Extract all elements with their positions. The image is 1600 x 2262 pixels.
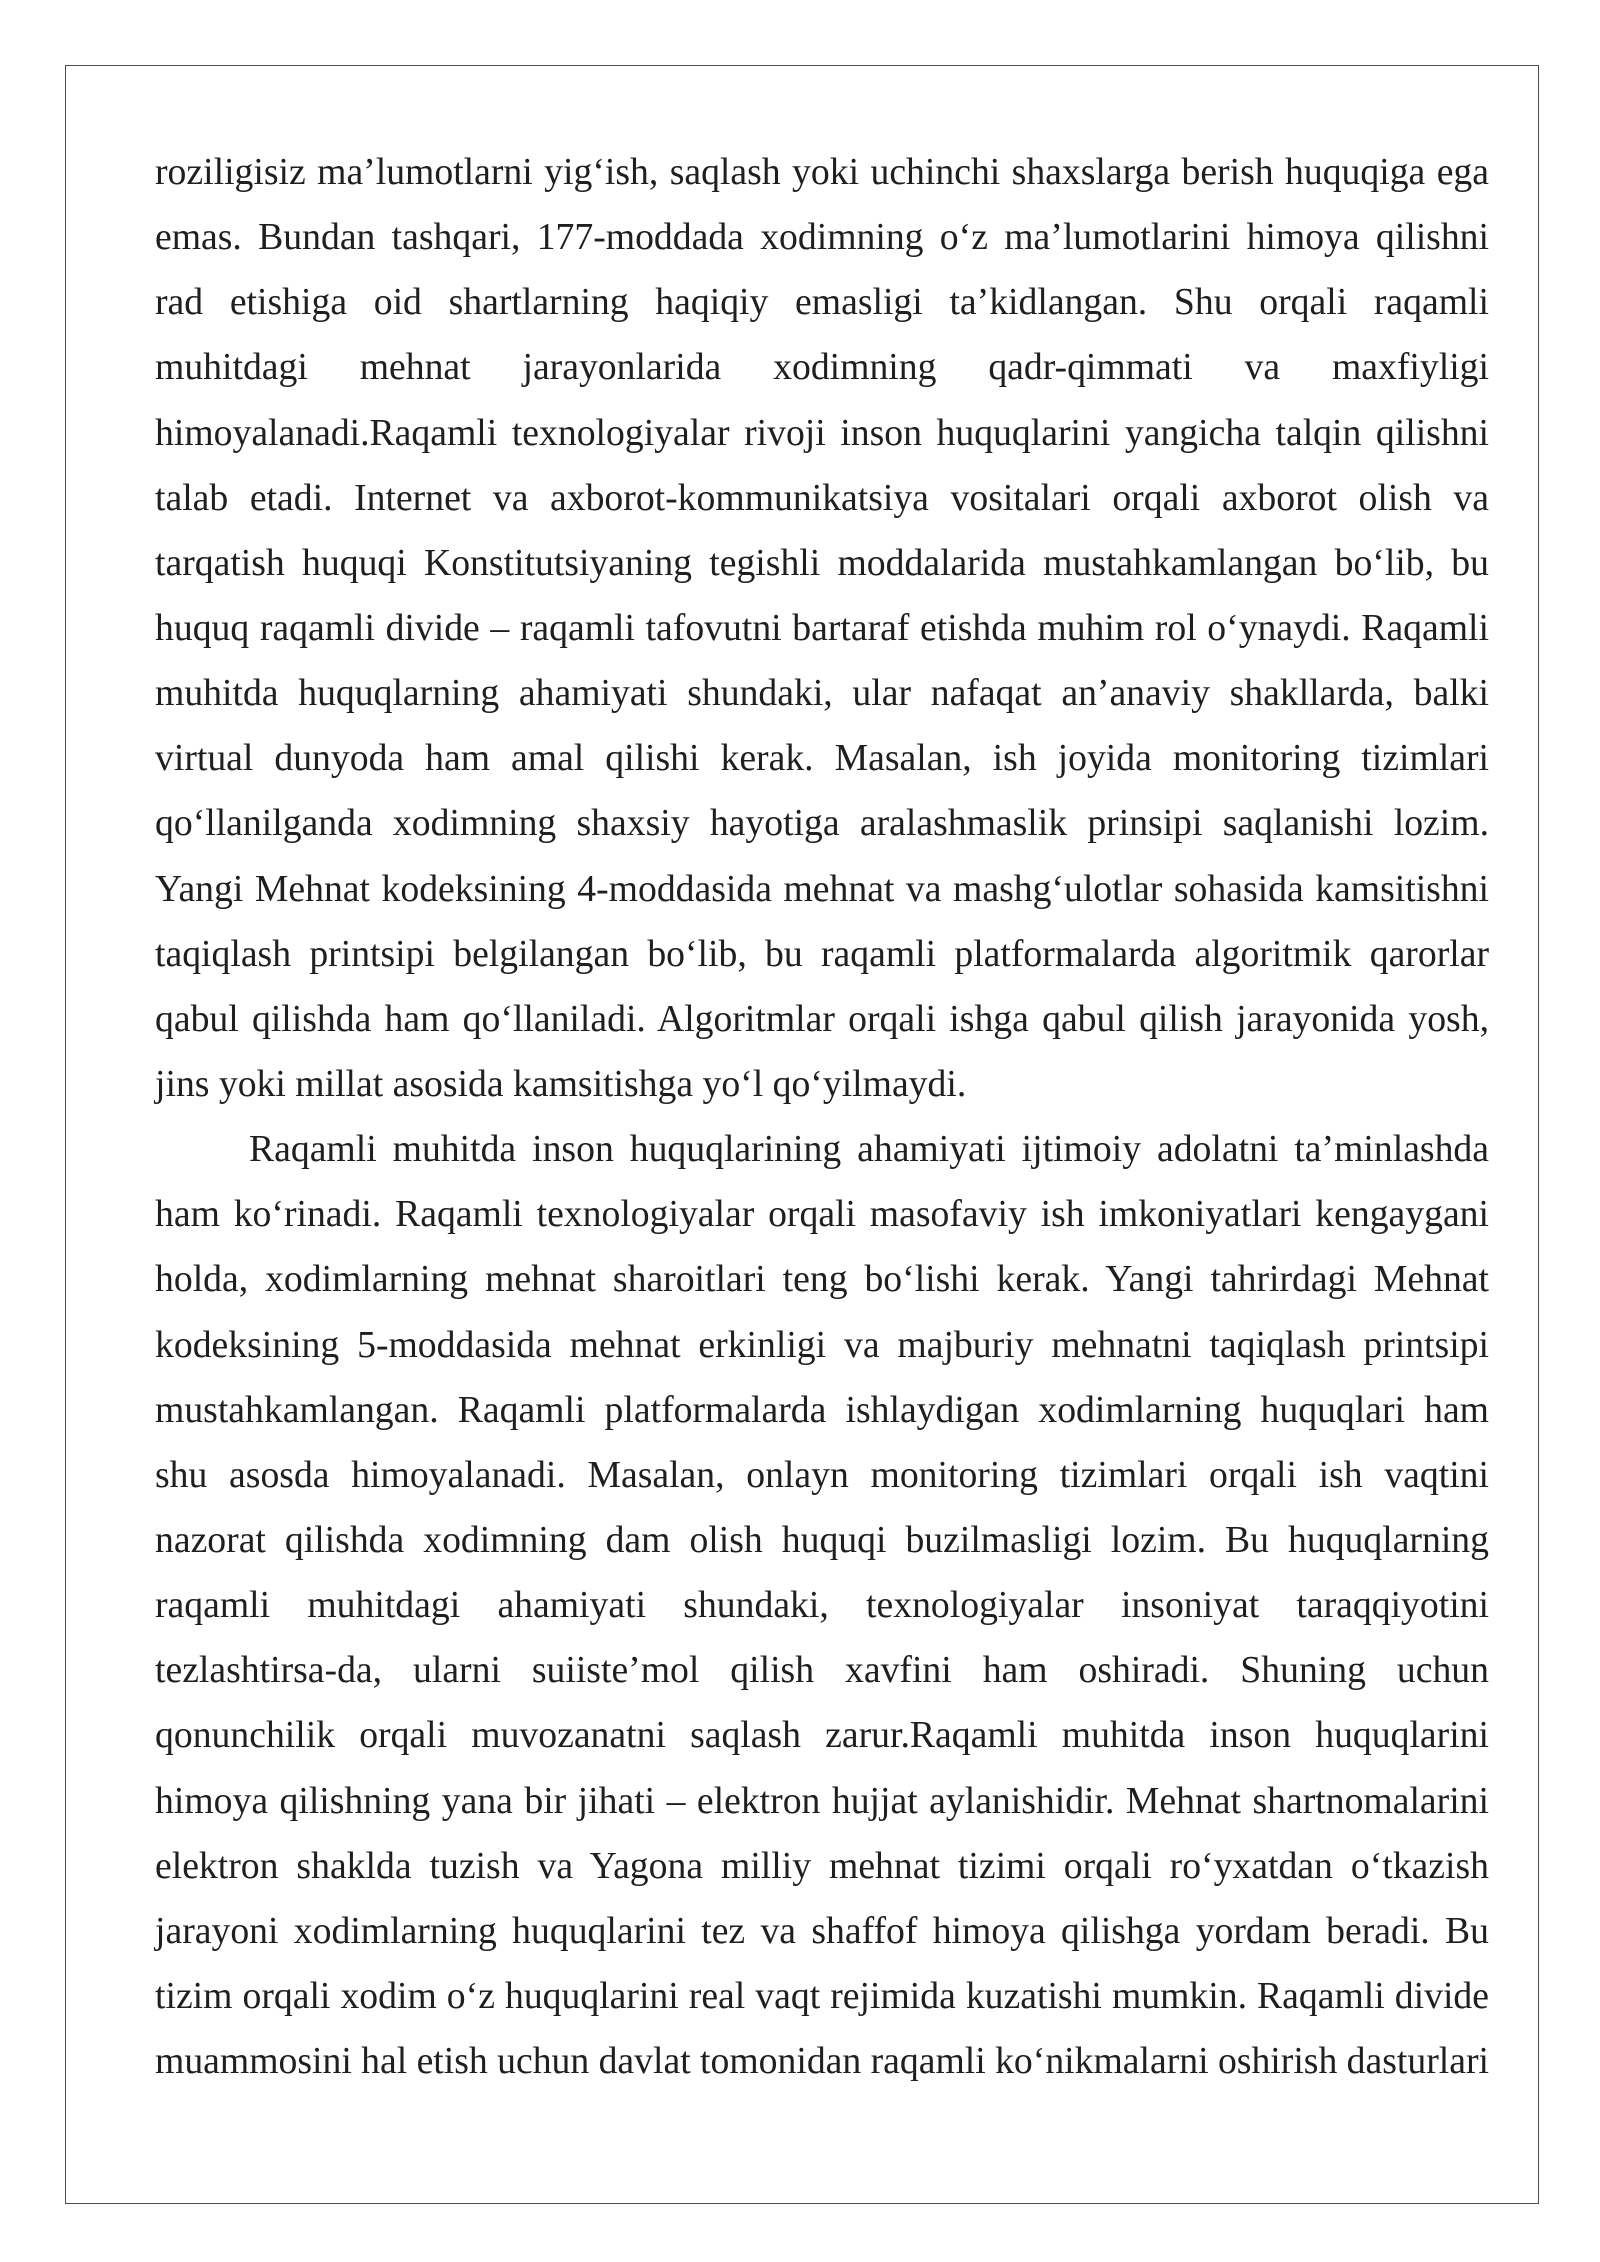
text-line-content: jarayoni xodimlarning huquqlarini tez va shaffof himoya qilishga yordam beradi. Bu <box>155 1909 1489 1952</box>
text-line-content: jins yoki millat asosida kamsitishga yo‘l qo‘yilmaydi. <box>155 1062 967 1105</box>
text-line-content: virtual dunyoda ham amal qilishi kerak. Masalan, ish joyida monitoring tizimlari <box>155 737 1489 780</box>
text-line <box>155 531 1489 596</box>
text-line-content: tarqatish huquqi Konstitutsiyaning tegishli moddalarida mustahkamlangan bo‘lib, bu <box>155 541 1489 584</box>
text-line <box>155 1769 1489 1834</box>
text-line-content: taqiqlash printsipi belgilangan bo‘lib, bu raqamli platformalarda algoritmik qarorlar <box>155 932 1489 975</box>
text-line <box>155 791 1489 856</box>
text-line <box>155 1899 1489 1964</box>
text-line <box>155 1247 1489 1312</box>
document-text <box>155 140 1489 2094</box>
text-line <box>155 726 1489 791</box>
text-line-content: raqamli muhitdagi ahamiyati shundaki, texnologiyalar insoniyat taraqqiyotini <box>155 1584 1489 1627</box>
text-line <box>155 857 1489 922</box>
text-line-content: Yangi Mehnat kodeksining 4-moddasida mehnat va mashg‘ulotlar sohasida kamsitishni <box>155 867 1489 910</box>
text-line <box>155 1964 1489 2029</box>
text-line-content: qonunchilik orqali muvozanatni saqlash zarur.Raqamli muhitda inson huquqlarini <box>155 1714 1489 1757</box>
text-line <box>155 1052 1489 1117</box>
text-line-content: ham ko‘rinadi. Raqamli texnologiyalar orqali masofaviy ish imkoniyatlari kengaygani <box>155 1193 1489 1236</box>
text-line <box>155 1703 1489 1768</box>
text-line <box>155 205 1489 270</box>
text-line <box>155 2029 1489 2094</box>
text-line-content: tezlashtirsa-da, ularni suiiste’mol qilish xavfini ham oshiradi. Shuning uchun <box>155 1649 1489 1692</box>
text-line-content: emas. Bundan tashqari, 177-moddada xodimning o‘z ma’lumotlarini himoya qilishni <box>155 216 1489 259</box>
text-line-content: kodeksining 5-moddasida mehnat erkinligi va majburiy mehnatni taqiqlash printsipi <box>155 1323 1489 1366</box>
text-line-content: qo‘llanilganda xodimning shaxsiy hayotiga aralashmaslik prinsipi saqlanishi lozim. <box>155 802 1489 845</box>
text-line <box>155 922 1489 987</box>
text-line-content: roziligisiz ma’lumotlarni yig‘ish, saqlash yoki uchinchi shaxslarga berish huquqiga ega <box>155 151 1489 193</box>
text-line-content: himoya qilishning yana bir jihati – elektron hujjat aylanishidir. Mehnat shartnomalarini <box>155 1779 1489 1822</box>
text-line-content: mustahkamlangan. Raqamli platformalarda ishlaydigan xodimlarning huquqlari ham <box>155 1388 1489 1431</box>
text-line <box>155 1378 1489 1443</box>
text-line-content: tizim orqali xodim o‘z huquqlarini real vaqt rejimida kuzatishi mumkin. Raqamli divide <box>155 1974 1489 2017</box>
text-line-content: Raqamli muhitda inson huquqlarining ahamiyati ijtimoiy adolatni ta’minlashda <box>249 1128 1489 1171</box>
text-line-content: shu asosda himoyalanadi. Masalan, onlayn monitoring tizimlari orqali ish vaqtini <box>155 1453 1489 1496</box>
text-line <box>155 335 1489 400</box>
text-line <box>155 1638 1489 1703</box>
text-line <box>155 270 1489 335</box>
text-line <box>155 1508 1489 1573</box>
text-line-content: rad etishiga oid shartlarning haqiqiy emasligi ta’kidlangan. Shu orqali raqamli <box>155 281 1489 324</box>
text-line <box>155 596 1489 661</box>
text-line <box>155 1182 1489 1247</box>
text-line-content: muammosini hal etish uchun davlat tomonidan raqamli ko‘nikmalarni oshirish dasturlari <box>155 2040 1489 2083</box>
paragraph <box>155 140 1489 1117</box>
text-line <box>155 987 1489 1052</box>
text-line-content: holda, xodimlarning mehnat sharoitlari teng bo‘lishi kerak. Yangi tahrirdagi Mehnat <box>155 1258 1489 1301</box>
paragraph <box>155 1117 1489 2094</box>
text-line <box>155 1834 1489 1899</box>
text-line-content: elektron shaklda tuzish va Yagona milliy mehnat tizimi orqali ro‘yxatdan o‘tkazish <box>155 1844 1489 1887</box>
text-line <box>155 1443 1489 1508</box>
text-line-content: muhitda huquqlarning ahamiyati shundaki, ular nafaqat an’anaviy shakllarda, balki <box>155 672 1489 715</box>
text-line <box>155 466 1489 531</box>
text-line <box>155 401 1489 466</box>
text-line-content: nazorat qilishda xodimning dam olish huquqi buzilmasligi lozim. Bu huquqlarning <box>155 1518 1489 1561</box>
text-line <box>155 1313 1489 1378</box>
text-line-content: huquq raqamli divide – raqamli tafovutni bartaraf etishda muhim rol o‘ynaydi. Raqamli <box>155 606 1489 649</box>
text-line-content: muhitdagi mehnat jarayonlarida xodimning qadr-qimmati va maxfiyligi <box>155 346 1489 389</box>
text-line <box>155 140 1489 205</box>
text-line <box>155 1117 1489 1182</box>
text-line-content: himoyalanadi.Raqamli texnologiyalar rivoji inson huquqlarini yangicha talqin qilishni <box>155 411 1489 454</box>
text-line-content: talab etadi. Internet va axborot-kommunikatsiya vositalari orqali axborot olish va <box>155 476 1489 519</box>
text-line-content: qabul qilishda ham qo‘llaniladi. Algoritmlar orqali ishga qabul qilish jarayonida yosh, <box>155 997 1489 1040</box>
text-line <box>155 1573 1489 1638</box>
text-line <box>155 661 1489 726</box>
